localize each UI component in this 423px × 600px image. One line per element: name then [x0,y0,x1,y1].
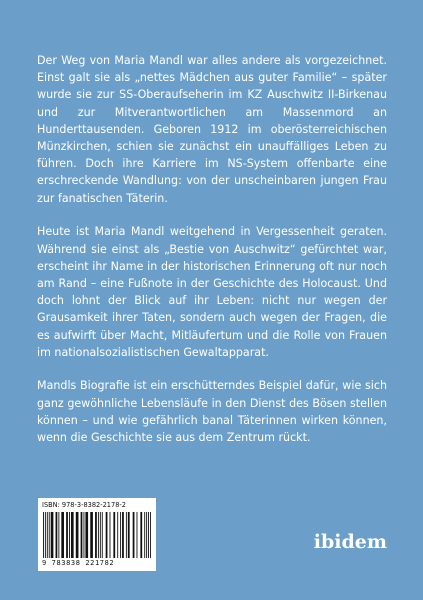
blurb-paragraph-1: Der Weg von Maria Mandl war alles andere als vorgezeichnet. Einst galt sie als „nettes Mädchen aus guter Familie“ – später wurde sie zur SS-Oberaufseherin im KZ Auschwitz II-Birkenau und zur Mitverantwortlichen am Massenmord an Hunderttausenden. Geboren 1912 im oberösterreichischen Münzkirchen, schien sie zunächst ein unauffälliges Leben zu führen. Doch ihre Karriere im NS-System offenbarte eine erschreckende Wandlung: von der unscheinbaren jungen Frau zur fanatischen Täterin. [37,54,387,205]
barcode-bar [56,512,58,558]
barcode-bar [148,512,149,558]
isbn-label: ISBN: 978-3-8382-2178-2 [42,501,126,509]
barcode-bar [110,512,111,558]
barcode-bar [126,512,127,558]
blurb-paragraph-3: Mandls Biografie ist ein erschütterndes Beispiel dafür, wie sich ganz gewöhnliche Lebensläufe in den Dienst des Bösen stellen können – und wie gefährlich banal Täterinnen wirken können, wenn die Geschichte sie aus dem Zentrum rückt. [37,379,387,445]
barcode-bar [150,512,151,558]
barcode-bar [45,512,46,558]
barcode-bar [76,512,79,558]
barcode-bar [90,512,93,558]
barcode-bar [133,512,135,558]
barcode-bar [51,512,54,558]
barcode-bar [117,512,118,558]
barcode-bar [140,512,142,558]
barcode-bar [137,512,138,558]
barcode-bar [49,512,50,558]
barcode-bar [58,512,59,558]
publisher-logo: ibidem [313,531,387,553]
blurb-paragraph-2: Heute ist Maria Mandl weitgehend in Vergessenheit geraten. Während sie einst als „Bestie von Auschwitz“ gefürchtet war, erscheint ihr Name in der historischen Erinnerung oft nur noch am Rand – eine Fußnote in der Geschichte des Holocaust. Und doch lohnt der Blick auf ihr Leben: nicht nur wegen der Grausamkeit ihrer Taten, sondern auch wegen der Fragen, die es aufwirft über Macht, Mitläufertum und die Rolle von Frauen im nationalsozialistischen Gewaltapparat. [37,225,387,359]
barcode-bar [47,512,48,558]
barcode-bar [113,512,115,558]
barcode-bars [42,512,152,558]
barcode-bar [122,512,124,558]
barcode-bar [95,512,97,558]
barcode-bar [106,512,108,558]
barcode-bar [120,512,121,558]
barcode-bar [81,512,83,558]
barcode-bar [43,512,44,558]
barcode-digits: 9 783838 221782 [42,559,115,567]
barcode-bar [102,512,103,558]
barcode-bar [98,512,99,558]
barcode-bar [71,512,74,558]
barcode-bar [146,512,147,558]
barcode-bar [144,512,145,558]
barcode-bar [128,512,130,558]
isbn-barcode [38,498,156,571]
barcode-bar [61,512,64,558]
barcode-bar [66,512,68,558]
barcode-bar [84,512,85,558]
blurb-text [37,52,387,463]
barcode-bar [69,512,70,558]
barcode-bar [85,512,88,558]
barcode-bar [100,512,101,558]
